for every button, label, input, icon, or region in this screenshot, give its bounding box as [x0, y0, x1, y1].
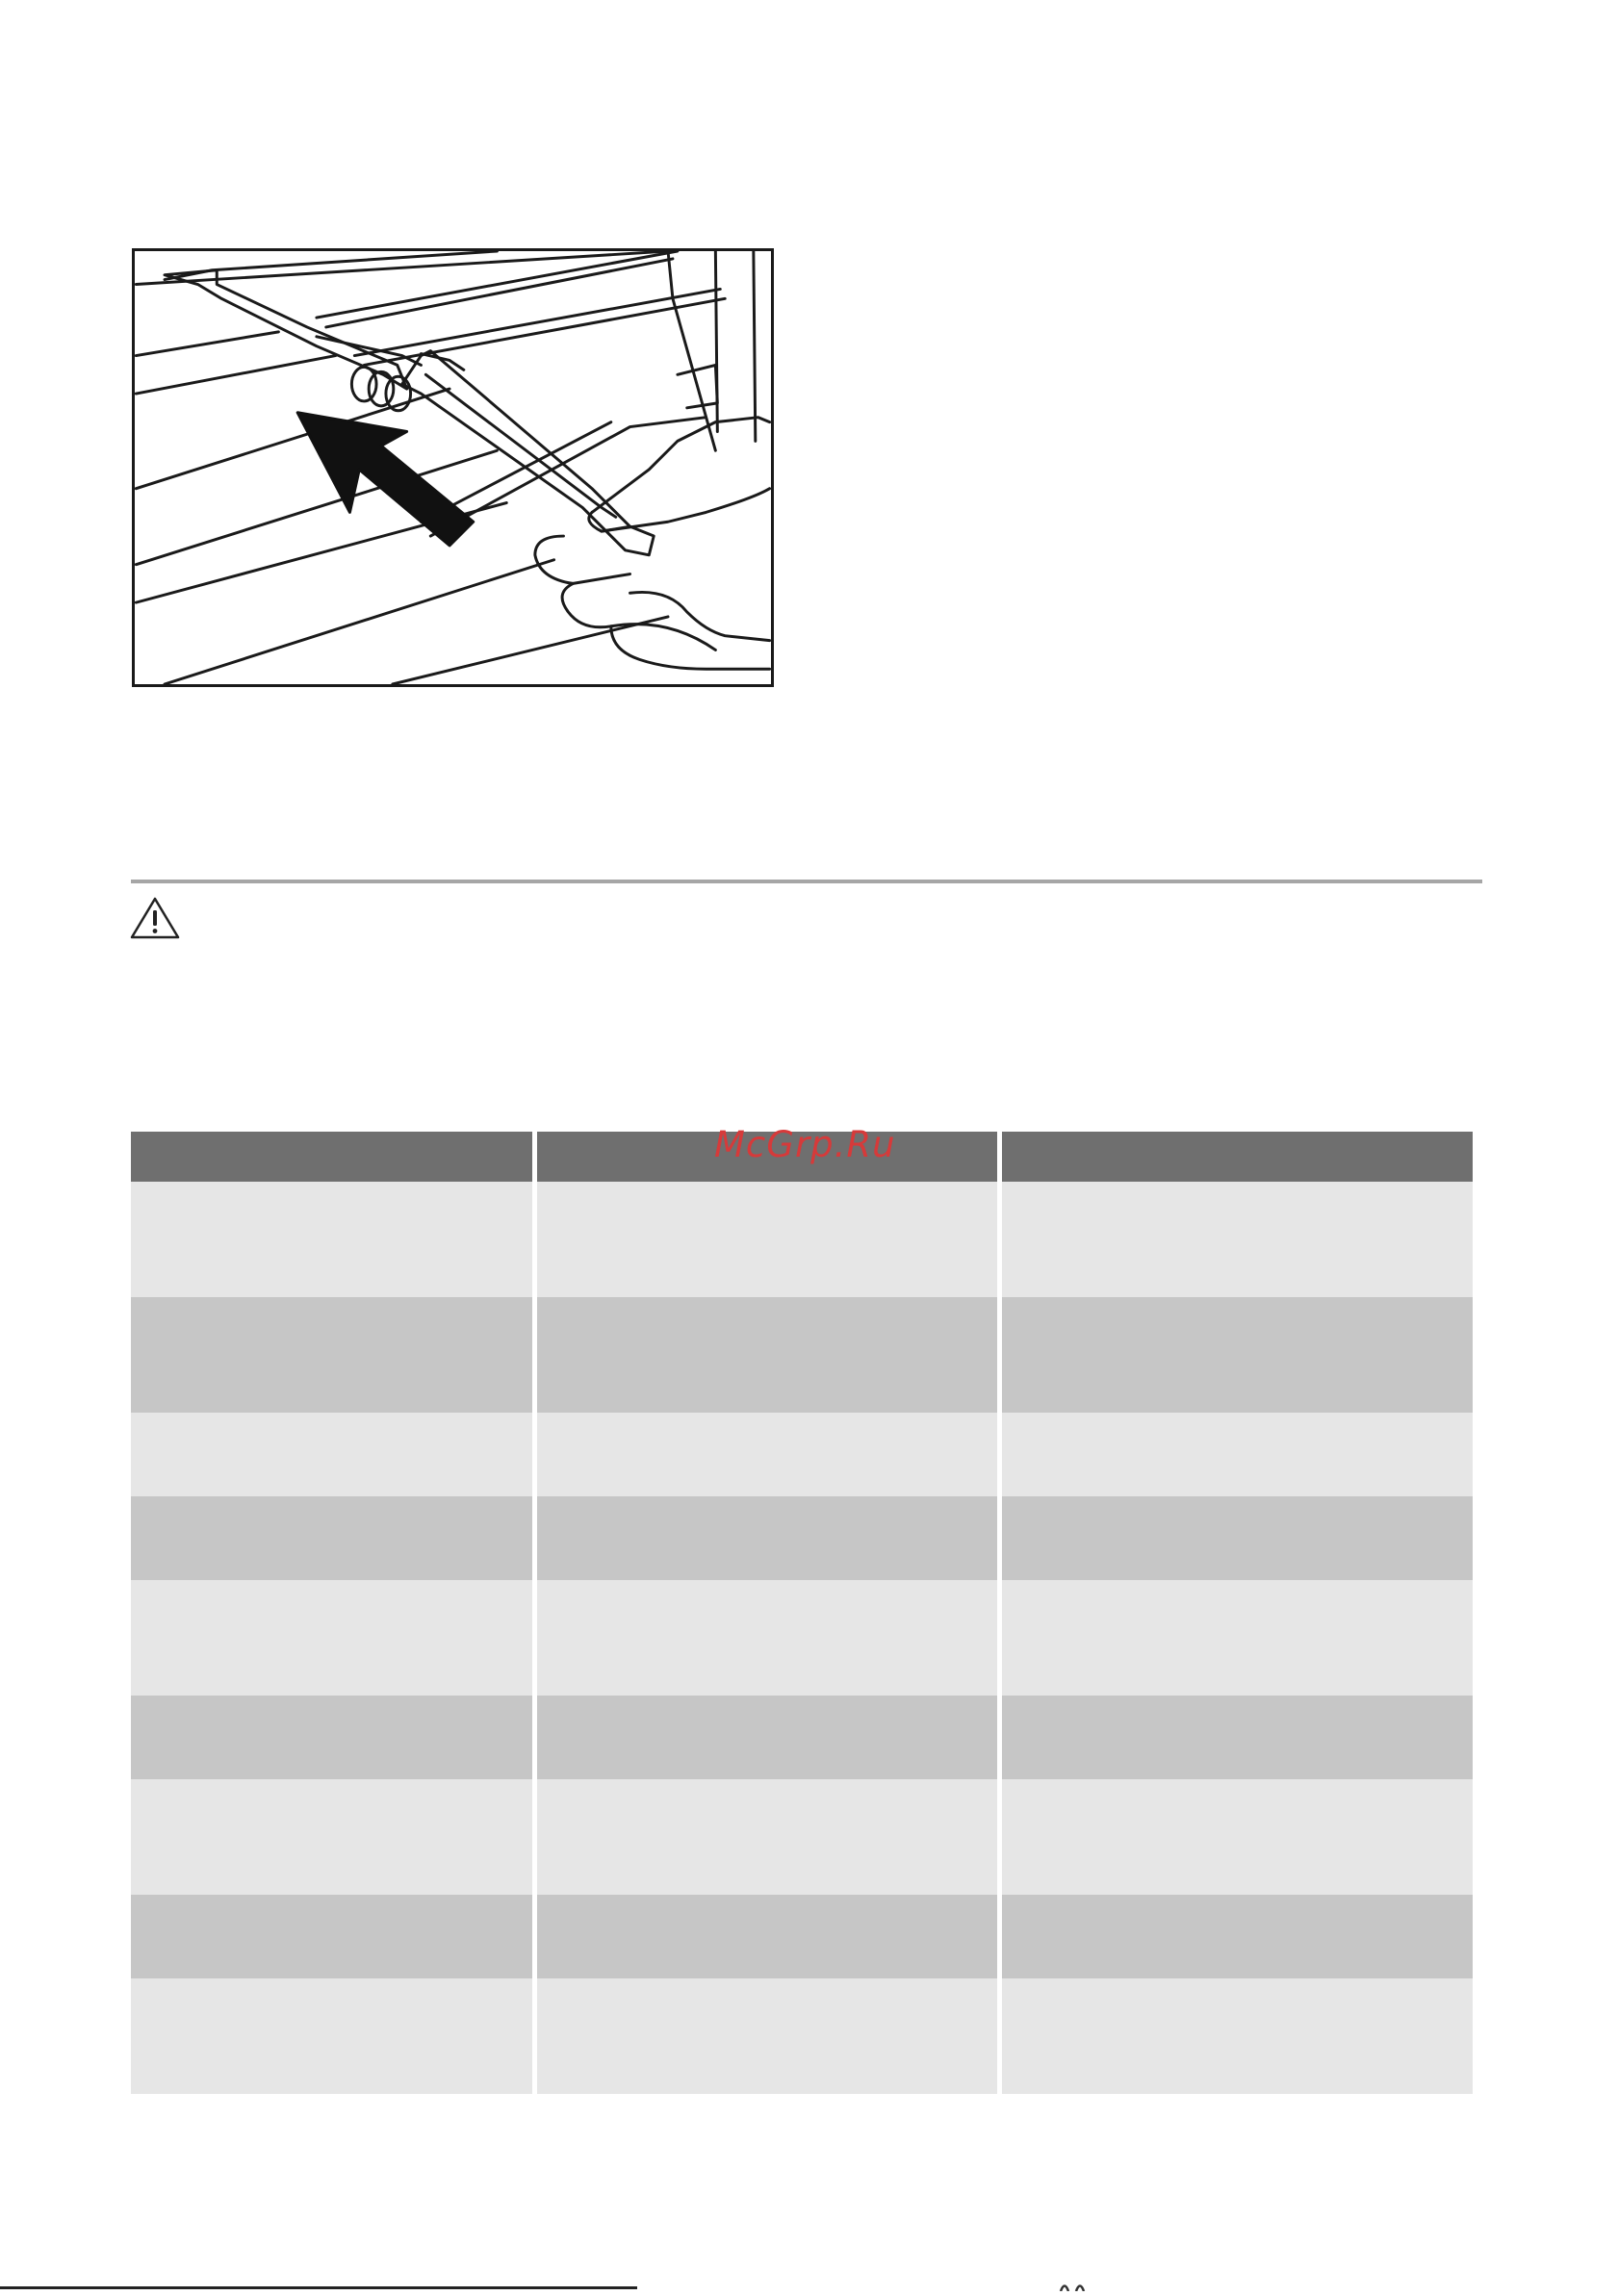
table-cell [537, 1978, 997, 2094]
table-cell [131, 1496, 532, 1580]
table-cell [131, 1413, 532, 1496]
page-number-fragment [1055, 2279, 1092, 2291]
table-cell [1002, 1413, 1473, 1496]
table-cell [131, 1297, 532, 1413]
table-row [131, 1182, 1473, 1297]
table-cell [131, 1580, 532, 1696]
table-row [131, 1413, 1473, 1496]
table-cell [537, 1413, 997, 1496]
watermark-text: McGrp.Ru [714, 1124, 896, 1165]
table-row [131, 1696, 1473, 1779]
table-cell [537, 1895, 997, 1978]
table-cell [131, 1978, 532, 2094]
table-header-cell [131, 1132, 532, 1182]
table-cell [1002, 1182, 1473, 1297]
table-row [131, 1297, 1473, 1413]
table-cell [1002, 1580, 1473, 1696]
table-cell [1002, 1696, 1473, 1779]
table-cell [537, 1580, 997, 1696]
table-header-cell [1002, 1132, 1473, 1182]
table-cell [131, 1696, 532, 1779]
table-cell [1002, 1779, 1473, 1895]
table-cell [1002, 1297, 1473, 1413]
table-cell [537, 1182, 997, 1297]
table-row [131, 1580, 1473, 1696]
warning-triangle-icon [129, 895, 181, 941]
table-cell [1002, 1895, 1473, 1978]
table-cell [1002, 1496, 1473, 1580]
data-table [126, 1132, 1477, 2094]
table-cell [537, 1696, 997, 1779]
footer-rule [0, 2286, 637, 2289]
table-cell [537, 1496, 997, 1580]
table-cell [131, 1895, 532, 1978]
table-cell [131, 1779, 532, 1895]
shelf-rail-removal-illustration [132, 248, 774, 687]
table-row [131, 1978, 1473, 2094]
table-row [131, 1779, 1473, 1895]
table-cell [537, 1779, 997, 1895]
section-divider [131, 880, 1482, 883]
table-row [131, 1496, 1473, 1580]
table-cell [131, 1182, 532, 1297]
table-row [131, 1895, 1473, 1978]
table-cell [537, 1297, 997, 1413]
table-cell [1002, 1978, 1473, 2094]
